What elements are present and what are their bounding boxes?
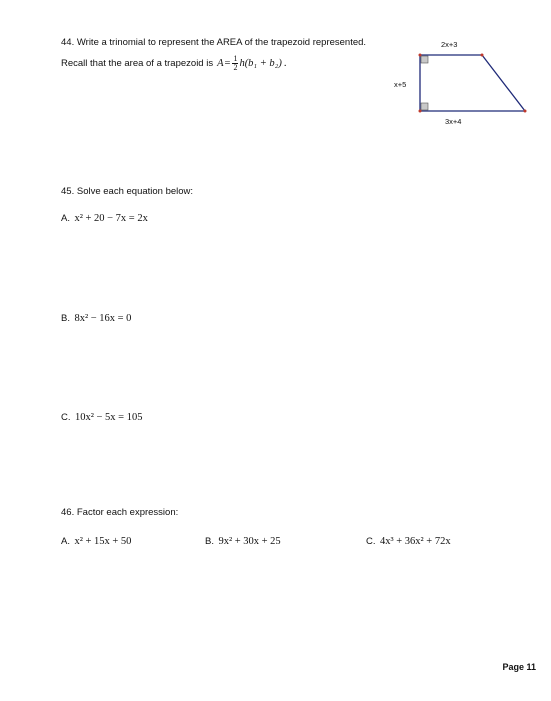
vertex-top-left xyxy=(419,54,422,57)
q46-part-b xyxy=(205,531,281,549)
formula-end: . xyxy=(283,58,287,69)
formula-frac-den: 2 xyxy=(233,63,238,72)
q45-number: 45. xyxy=(61,186,75,197)
q45-part-c xyxy=(61,407,142,425)
q44-recall xyxy=(61,55,286,72)
q44-number: 44. xyxy=(61,37,75,48)
vertex-top-right xyxy=(481,54,484,57)
trapezoid-top-label: 2x+3 xyxy=(441,40,458,49)
formula-rhs: h(b₁ + b₂) xyxy=(239,58,282,69)
q45-c-equation: 10x² − 5x = 105 xyxy=(74,412,143,423)
q46-b-expression: 9x² + 30x + 25 xyxy=(218,536,281,547)
vertex-bottom-left xyxy=(419,110,422,113)
q46-a-letter: A. xyxy=(61,536,70,547)
q45-a-equation: x² + 20 − 7x = 2x xyxy=(74,213,148,224)
q46-number: 46. xyxy=(61,507,75,518)
q45-prompt: Solve each equation below: xyxy=(76,186,194,197)
q46-c-letter: C. xyxy=(366,536,376,547)
q46-a-expression: x² + 15x + 50 xyxy=(74,536,132,547)
q45-part-b xyxy=(61,308,131,326)
q44-heading xyxy=(61,37,366,48)
formula-fraction xyxy=(232,55,238,72)
q46-heading xyxy=(61,507,178,518)
q46-part-a xyxy=(61,531,131,549)
formula-lhs: A xyxy=(217,58,224,69)
right-angle-marker-bottom xyxy=(421,103,428,110)
formula-frac-num: 1 xyxy=(233,54,238,63)
trapezoid-shape xyxy=(420,55,525,111)
q46-part-c xyxy=(366,531,451,549)
q45-heading xyxy=(61,186,193,197)
trapezoid-area-formula xyxy=(217,55,286,72)
trapezoid-side-label: x+5 xyxy=(394,80,407,89)
vertex-bottom-right xyxy=(524,110,527,113)
q46-b-letter: B. xyxy=(205,536,214,547)
q46-prompt: Factor each expression: xyxy=(76,507,179,518)
q45-c-letter: C. xyxy=(61,412,71,423)
q44-prompt: Write a trinomial to represent the AREA of the trapezoid represented. xyxy=(76,37,367,48)
q45-b-letter: B. xyxy=(61,313,70,324)
right-angle-marker-top xyxy=(421,56,428,63)
q44-recall-text: Recall that the area of a trapezoid is xyxy=(61,58,214,69)
formula-equals: = xyxy=(224,58,231,69)
q46-c-expression: 4x³ + 36x² + 72x xyxy=(379,536,451,547)
q45-a-letter: A. xyxy=(61,213,70,224)
q45-b-equation: 8x² − 16x = 0 xyxy=(74,313,132,324)
q45-part-a xyxy=(61,208,148,226)
page-number: Page 11 xyxy=(502,662,536,672)
trapezoid-bottom-label: 3x+4 xyxy=(445,117,462,126)
